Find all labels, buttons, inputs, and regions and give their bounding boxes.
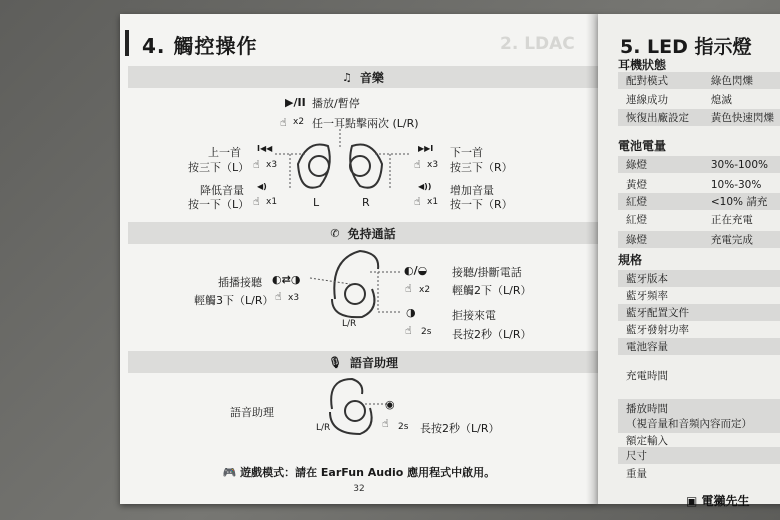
tap-gesture-icon: ☝ (275, 290, 282, 303)
page-number: 32 (353, 484, 365, 494)
microphone-icon: 🎙 (328, 355, 342, 369)
prev-track-desc: 按三下（L） (188, 161, 250, 174)
game-mode-text: 請在 EarFun Audio 應用程式中啟用。 (295, 466, 496, 479)
status-row: 配對模式 綠色閃爍 (618, 72, 780, 89)
spec-row: 電池容量 (618, 338, 780, 355)
battery-row: 綠燈 30%-100% (618, 156, 780, 173)
manual-page-right (598, 14, 780, 504)
switch-gesture-count: x3 (288, 293, 300, 303)
play-gesture-count: x2 (293, 117, 305, 127)
music-note-icon: ♫ (342, 70, 352, 84)
prev-track-icon: I◀◀ (257, 144, 273, 153)
game-mode-note (120, 464, 598, 480)
spec-row: 藍牙發射功率 (626, 324, 689, 336)
volume-up-desc: 按一下（R） (450, 198, 513, 211)
volume-up-label: 增加音量 (450, 184, 494, 197)
volume-down-label: 降低音量 (200, 184, 244, 197)
spec-heading: 規格 (618, 253, 643, 267)
play-pause-desc: 任一耳點擊兩次 (L/R) (312, 117, 419, 130)
next-track-desc: 按三下（R） (450, 161, 513, 174)
reject-call-desc: 長按2秒（L/R） (452, 328, 532, 341)
answer-hangup-icon: ◐/◒ (404, 264, 428, 277)
tap-gesture-icon: ☝ (414, 195, 421, 208)
tap-gesture-icon: ☝ (253, 195, 260, 208)
answer-gesture-count: x2 (419, 285, 431, 295)
spec-row: 額定輸入 (626, 435, 668, 447)
volume-down-desc: 按一下（L） (188, 198, 250, 211)
vol-up-gesture-count: x1 (427, 197, 439, 207)
page-title: 4. 觸控操作 (142, 34, 258, 58)
tap-gesture-icon: ☝ (405, 282, 412, 295)
play-pause-label: 播放/暫停 (312, 97, 360, 110)
tap-gesture-icon: ☝ (280, 116, 287, 129)
battery-heading: 電池電量 (618, 139, 667, 153)
answer-call-desc: 輕觸2下（L/R） (452, 284, 532, 297)
battery-row: 黃燈 10%-30% (626, 178, 762, 191)
battery-row: 紅燈 正在充電 (626, 214, 753, 226)
voice-mic-icon: ◉ (385, 398, 395, 411)
bleed-through-text: 2. LDAC (500, 34, 575, 54)
status-row: 連線成功 熄滅 (626, 94, 732, 106)
calls-side-label: L/R (342, 319, 357, 329)
play-pause-icon: ▶/II (285, 96, 306, 109)
volume-down-icon: ◀) (257, 182, 267, 191)
volume-up-icon: ◀)) (418, 182, 432, 191)
reject-call-label: 拒接來電 (452, 309, 496, 322)
answer-call-label: 接聽/掛斷電話 (452, 266, 522, 279)
next-gesture-count: x3 (427, 160, 439, 170)
gamepad-icon: 🎮 (222, 466, 237, 479)
manual-page-left (120, 14, 598, 504)
tap-gesture-icon: ☝ (414, 158, 421, 171)
voice-gesture-duration: 2s (398, 422, 409, 432)
spec-row: 充電時間 (626, 370, 668, 382)
spec-row: 藍牙版本 (618, 270, 780, 287)
tap-gesture-icon: ☝ (382, 417, 389, 430)
voice-earbud-illustration (120, 14, 598, 504)
spec-row: 藍牙配置文件 (618, 304, 780, 321)
status-heading: 耳機狀態 (618, 58, 667, 72)
next-track-icon: ▶▶I (418, 144, 434, 153)
vol-down-gesture-count: x1 (266, 197, 278, 207)
watermark: ▣ 電獺先生 (686, 494, 750, 508)
tap-gesture-icon: ☝ (405, 324, 412, 337)
switch-call-label: 插播接聽 (218, 276, 262, 289)
battery-row: 紅燈 <10% 請充 (618, 193, 780, 210)
game-mode-prefix: 遊戲模式： (240, 466, 296, 479)
spec-row: 尺寸 (618, 447, 780, 464)
right-earbud-label: R (362, 196, 370, 209)
prev-gesture-count: x3 (266, 160, 278, 170)
watermark-logo-icon: ▣ (686, 494, 698, 508)
spec-row: 重量 (626, 468, 647, 480)
reject-gesture-duration: 2s (421, 327, 432, 337)
phone-icon: ✆ (330, 226, 340, 240)
voice-assistant-label: 語音助理 (230, 406, 274, 419)
calls-heading: 免持通話 (347, 226, 396, 241)
call-switch-icon: ◐⇄◑ (272, 273, 301, 286)
voice-assistant-desc: 長按2秒（L/R） (420, 422, 500, 435)
status-row: 恢復出廠設定 黃色快速閃爍 (618, 109, 780, 126)
led-page-title: 5. LED 指示燈 (620, 36, 752, 58)
battery-row: 綠燈 充電完成 (618, 231, 780, 248)
tap-gesture-icon: ☝ (253, 158, 260, 171)
switch-call-desc: 輕觸3下（L/R） (194, 294, 274, 307)
voice-side-label: L/R (316, 423, 331, 433)
prev-track-label: 上一首 (208, 146, 241, 159)
spec-row: 藍牙頻率 (626, 290, 668, 302)
reject-call-icon: ◑ (406, 306, 416, 319)
left-earbud-label: L (313, 196, 320, 209)
music-heading: 音樂 (359, 70, 384, 85)
voice-heading: 語音助理 (349, 355, 398, 370)
next-track-label: 下一首 (450, 146, 483, 159)
spec-row: 播放時間 （視音量和音頻內容而定） (618, 399, 780, 433)
